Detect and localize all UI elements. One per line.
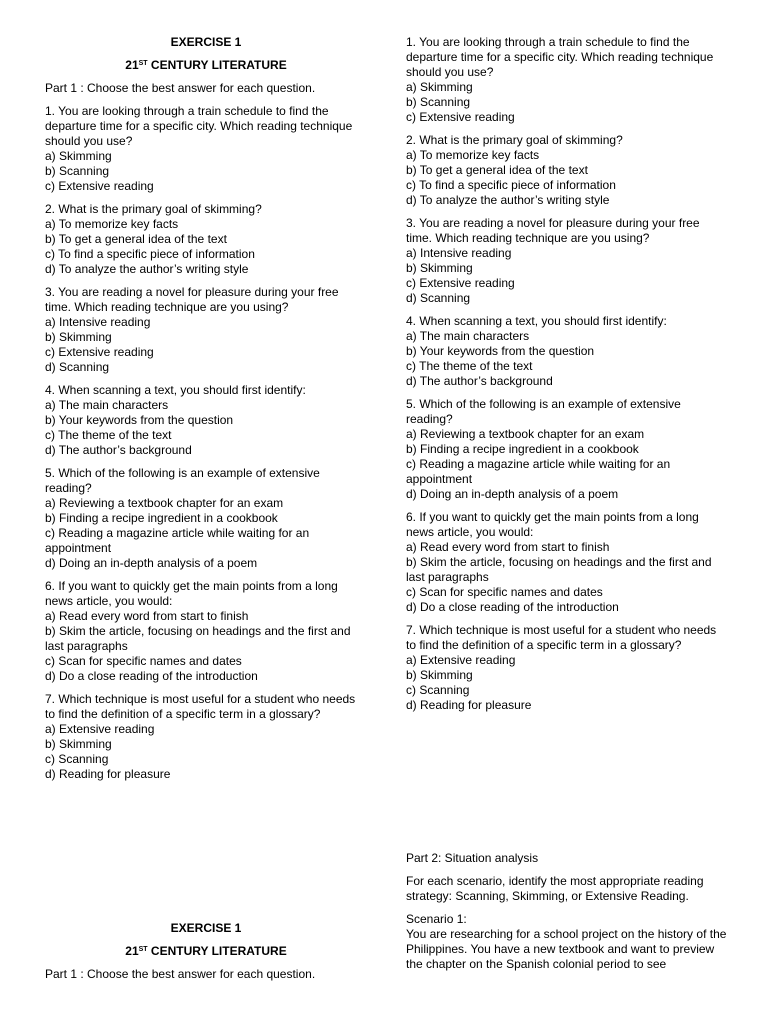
answer-option: a) Intensive reading <box>406 246 512 260</box>
answer-option: a) Read every word from start to finish <box>45 609 249 623</box>
question-6 <box>406 510 728 615</box>
answer-option: d) Do a close reading of the introduction <box>45 669 258 683</box>
question-7 <box>45 692 367 782</box>
answer-option: a) Reviewing a textbook chapter for an exam <box>45 496 284 510</box>
answer-option: b) Skimming <box>406 668 473 682</box>
part1-instructions: Part 1 : Choose the best answer for each question. <box>45 967 316 981</box>
part2-instructions: For each scenario, identify the most appropriate reading strategy: Scanning, Skimming, or Extensive Reading. <box>406 874 704 903</box>
answer-option: b) Finding a recipe ingredient in a cookbook <box>406 442 639 456</box>
answer-option: d) Do a close reading of the introduction <box>406 600 619 614</box>
answer-option: c) The theme of the text <box>45 428 172 442</box>
answer-option: d) Doing an in-depth analysis of a poem <box>45 556 258 570</box>
answer-option: b) To get a general idea of the text <box>45 232 227 246</box>
left-bottom-column <box>45 921 367 990</box>
answer-option: c) Scanning <box>406 683 470 697</box>
answer-option: d) Scanning <box>45 360 110 374</box>
question-list <box>45 104 367 782</box>
scenario-1 <box>406 912 728 972</box>
answer-option: a) To memorize key facts <box>45 217 179 231</box>
answer-option: c) Scan for specific names and dates <box>406 585 603 599</box>
question-text: 4. When scanning a text, you should first identify: <box>406 314 667 328</box>
question-text: 2. What is the primary goal of skimming? <box>406 133 623 147</box>
answer-option: a) Skimming <box>406 80 473 94</box>
question-text: 7. Which technique is most useful for a student who needs to find the definition of a specific term in a glossary? <box>45 692 356 721</box>
right-column <box>406 35 728 721</box>
question-text: 2. What is the primary goal of skimming? <box>45 202 262 216</box>
answer-option: d) The author’s background <box>45 443 192 457</box>
answer-option: d) Scanning <box>406 291 471 305</box>
answer-option: a) The main characters <box>406 329 530 343</box>
question-3 <box>406 216 728 306</box>
course-title-superscript: ST <box>138 60 148 67</box>
question-text: 6. If you want to quickly get the main points from a long news article, you would: <box>45 579 338 608</box>
exercise-title: EXERCISE 1 <box>170 35 242 49</box>
question-text: 4. When scanning a text, you should first identify: <box>45 383 306 397</box>
question-2 <box>45 202 367 277</box>
answer-option: c) Extensive reading <box>45 345 154 359</box>
question-2 <box>406 133 728 208</box>
answer-option: d) To analyze the author’s writing style <box>406 193 610 207</box>
answer-option: c) To find a specific piece of information <box>45 247 255 261</box>
question-7 <box>406 623 728 713</box>
question-4 <box>45 383 367 458</box>
answer-option: c) Extensive reading <box>406 110 515 124</box>
answer-option: c) Extensive reading <box>45 179 154 193</box>
answer-option: b) Your keywords from the question <box>406 344 595 358</box>
answer-option: c) Reading a magazine article while waiting for an appointment <box>406 457 671 486</box>
answer-option: a) Extensive reading <box>45 722 155 736</box>
answer-option: c) The theme of the text <box>406 359 533 373</box>
answer-option: a) Intensive reading <box>45 315 151 329</box>
question-text: 5. Which of the following is an example of extensive reading? <box>406 397 681 426</box>
exercise-title: EXERCISE 1 <box>170 921 242 935</box>
answer-option: c) Extensive reading <box>406 276 515 290</box>
question-1 <box>45 104 367 194</box>
scenario-1-label: Scenario 1: <box>406 912 467 926</box>
answer-option: b) Skimming <box>45 737 112 751</box>
question-5 <box>45 466 367 571</box>
answer-option: c) Scanning <box>45 752 109 766</box>
scenario-1-text: You are researching for a school project on the history of the Philippines. You have a new textbook and want to preview the chapter on the Spanish colonial period to see <box>406 927 727 971</box>
answer-option: c) Reading a magazine article while waiting for an appointment <box>45 526 310 555</box>
answer-option: a) Extensive reading <box>406 653 516 667</box>
course-title-number: 21 <box>125 58 139 72</box>
answer-option: b) Your keywords from the question <box>45 413 234 427</box>
answer-option: b) Skimming <box>406 261 473 275</box>
answer-option: d) To analyze the author’s writing style <box>45 262 249 276</box>
question-text: 6. If you want to quickly get the main points from a long news article, you would: <box>406 510 699 539</box>
question-text: 5. Which of the following is an example of extensive reading? <box>45 466 320 495</box>
course-title <box>45 58 367 73</box>
course-title-number: 21 <box>125 944 139 958</box>
answer-option: d) Reading for pleasure <box>45 767 171 781</box>
question-6 <box>45 579 367 684</box>
answer-option: d) Doing an in-depth analysis of a poem <box>406 487 619 501</box>
question-3 <box>45 285 367 375</box>
question-text: 3. You are reading a novel for pleasure during your free time. Which reading technique are you using? <box>45 285 339 314</box>
left-column <box>45 35 367 790</box>
course-title-text: CENTURY LITERATURE <box>147 58 287 72</box>
part1-instructions: Part 1 : Choose the best answer for each question. <box>45 81 316 95</box>
question-text: 1. You are looking through a train schedule to find the departure time for a specific city. Which reading technique should you use? <box>406 35 714 79</box>
answer-option: a) To memorize key facts <box>406 148 540 162</box>
question-text: 1. You are looking through a train schedule to find the departure time for a specific city. Which reading technique should you use? <box>45 104 353 148</box>
answer-option: a) The main characters <box>45 398 169 412</box>
course-title-superscript: ST <box>138 946 148 953</box>
answer-option: d) Reading for pleasure <box>406 698 532 712</box>
part2-heading: Part 2: Situation analysis <box>406 851 539 865</box>
answer-option: c) Scan for specific names and dates <box>45 654 242 668</box>
answer-option: b) Scanning <box>45 164 110 178</box>
answer-option: b) Skim the article, focusing on headings and the first and last paragraphs <box>406 555 712 584</box>
answer-option: c) To find a specific piece of information <box>406 178 616 192</box>
answer-option: a) Skimming <box>45 149 112 163</box>
answer-option: b) Finding a recipe ingredient in a cookbook <box>45 511 278 525</box>
answer-option: d) The author’s background <box>406 374 553 388</box>
question-list <box>406 35 728 713</box>
question-text: 7. Which technique is most useful for a student who needs to find the definition of a specific term in a glossary? <box>406 623 717 652</box>
question-text: 3. You are reading a novel for pleasure during your free time. Which reading technique are you using? <box>406 216 700 245</box>
answer-option: b) To get a general idea of the text <box>406 163 588 177</box>
course-title <box>45 944 367 959</box>
answer-option: b) Skim the article, focusing on headings and the first and last paragraphs <box>45 624 351 653</box>
question-1 <box>406 35 728 125</box>
question-5 <box>406 397 728 502</box>
answer-option: a) Reviewing a textbook chapter for an exam <box>406 427 645 441</box>
question-4 <box>406 314 728 389</box>
answer-option: b) Scanning <box>406 95 471 109</box>
answer-option: a) Read every word from start to finish <box>406 540 610 554</box>
answer-option: b) Skimming <box>45 330 112 344</box>
part2-section <box>406 851 728 980</box>
course-title-text: CENTURY LITERATURE <box>147 944 287 958</box>
